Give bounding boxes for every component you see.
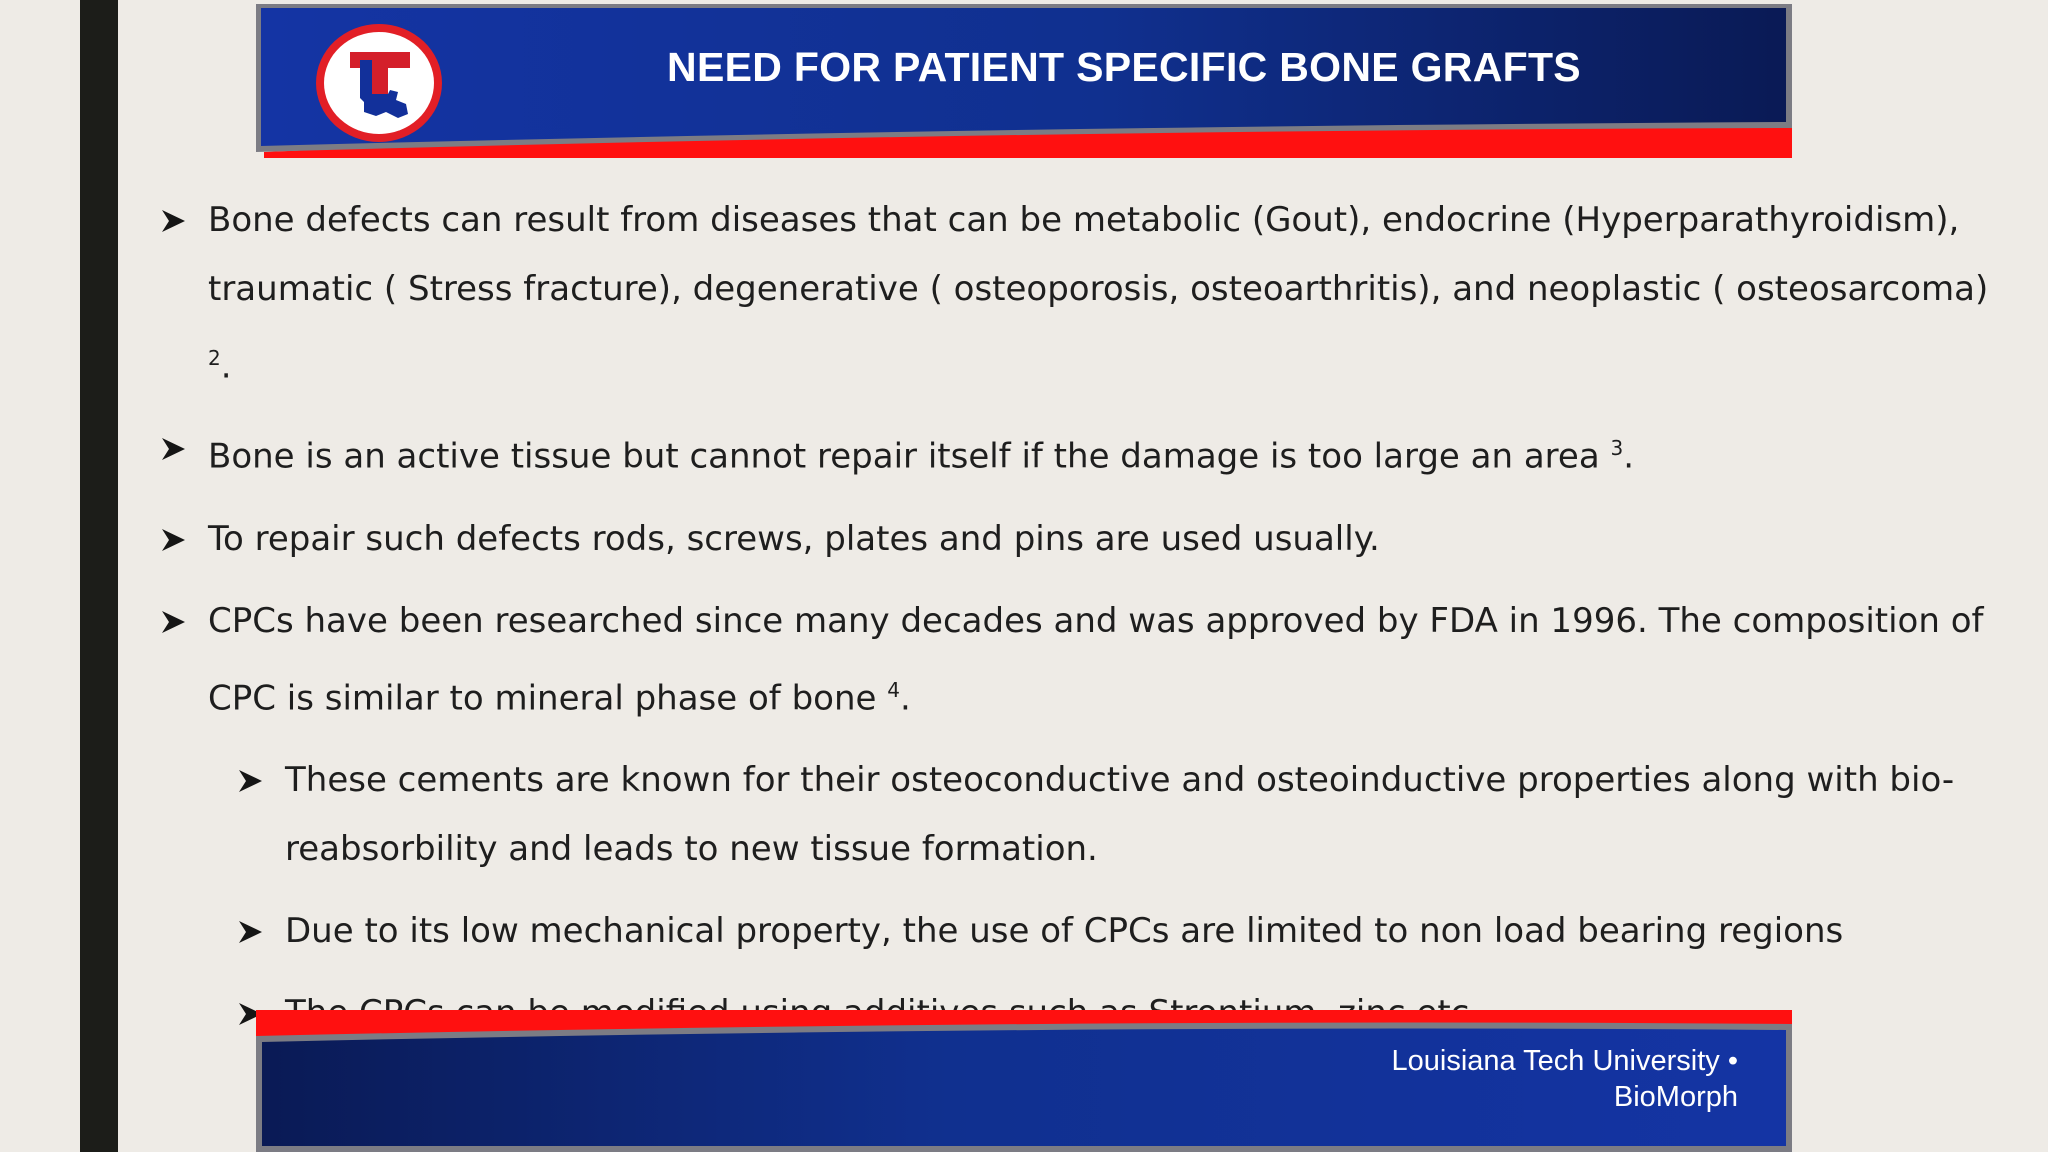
arrowhead-bullet-icon (160, 436, 186, 462)
bullet-item (160, 587, 2010, 733)
bullet-text (208, 414, 2010, 491)
bullet-item (160, 414, 2010, 491)
bullet-tail-punctuation: . (1623, 436, 1635, 477)
arrowhead-bullet-icon (237, 768, 263, 794)
footer-banner (256, 1010, 1792, 1152)
bullet-main-text: To repair such defects rods, screws, plates and pins are used usually. (208, 518, 1380, 559)
reference-superscript: 3 (1610, 436, 1624, 461)
sub-bullet-item (237, 897, 2010, 966)
footer-caption (1391, 1043, 1738, 1115)
arrowhead-bullet-icon (160, 527, 186, 553)
bullet-main-text: Bone defects can result from diseases that can be metabolic (Gout), endocrine (Hyperparathyroidism), traumatic ( Stress fracture), degenerative ( osteoporosis, osteoarthritis), and neoplastic ( osteosarcoma) (208, 200, 1989, 309)
bullet-tail-punctuation: . (899, 677, 911, 718)
louisiana-tech-logo-icon (314, 22, 444, 144)
bullet-text (285, 746, 2010, 884)
arrowhead-bullet-icon (160, 208, 186, 234)
bullet-tail-punctuation: . (220, 346, 232, 387)
arrowhead-bullet-icon (160, 609, 186, 635)
reference-superscript: 2 (208, 346, 221, 370)
footer-line-lab: BioMorph (1613, 1081, 1738, 1113)
bullet-text (208, 186, 2010, 401)
sub-bullet-item (237, 746, 2010, 884)
arrowhead-bullet-icon (237, 919, 263, 945)
header-banner (256, 4, 1792, 158)
bullet-text (208, 587, 2010, 733)
bullet-text (285, 897, 2010, 966)
reference-superscript: 4 (887, 677, 900, 702)
bullet-main-text: Bone is an active tissue but cannot repair itself if the damage is too large an area (208, 436, 1611, 477)
bullet-main-text: These cements are known for their osteoconductive and osteoinductive properties along with bio-reabsorbility and leads to new tissue formation. (285, 759, 1955, 869)
left-accent-bar (80, 0, 118, 1152)
bullet-main-text: CPCs have been researched since many decades and was approved by FDA in 1996. The composition of CPC is similar to mineral phase of bone (208, 600, 1984, 718)
footer-line-university: Louisiana Tech University • (1391, 1045, 1738, 1077)
bullet-item (160, 505, 2010, 574)
bullet-text (208, 505, 2010, 574)
slide-title: NEED FOR PATIENT SPECIFIC BONE GRAFTS (667, 44, 1581, 90)
bullet-item (160, 186, 2010, 401)
bullet-main-text: Due to its low mechanical property, the use of CPCs are limited to non load bearing regions (285, 910, 1844, 951)
slide-body (160, 186, 2010, 1061)
